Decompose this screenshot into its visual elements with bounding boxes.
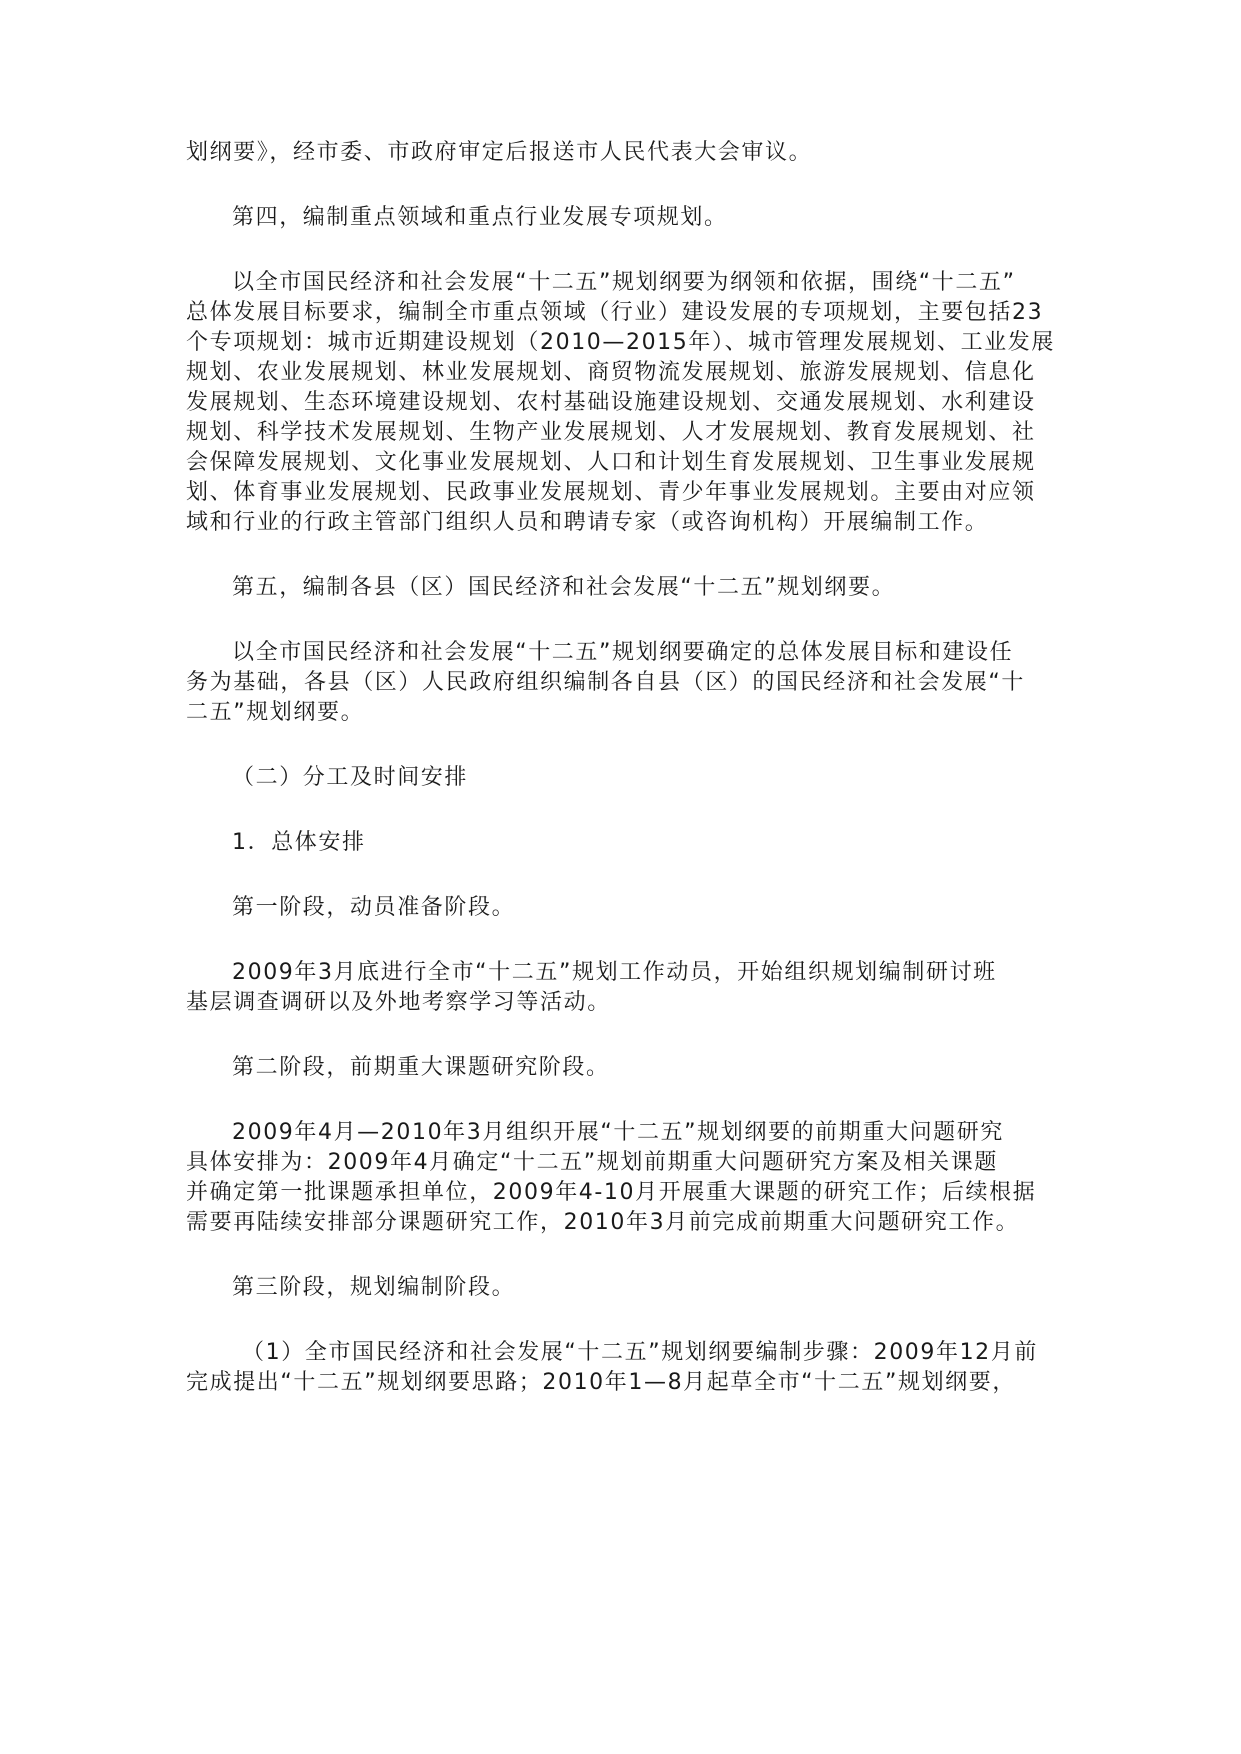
paragraph-line: （1）全市国民经济和社会发展“十二五”规划纲要编制步骤：2009年12月前 [242,1340,1038,1365]
paragraph-line: 具体安排为：2009年4月确定“十二五”规划前期重大问题研究方案及相关课题 [186,1150,998,1175]
section-heading: 第四，编制重点领域和重点行业发展专项规划。 [232,205,728,230]
paragraph-line: 二五”规划纲要。 [186,700,365,725]
section-heading: 第一阶段，动员准备阶段。 [232,895,516,920]
paragraph-line: 2009年4月—2010年3月组织开展“十二五”规划纲要的前期重大问题研究 [232,1120,1004,1145]
paragraph-line: 个专项规划：城市近期建设规划（2010—2015年）、城市管理发展规划、工业发展 [186,330,1055,355]
paragraph-line: 划纲要》，经市委、市政府审定后报送市人民代表大会审议。 [186,140,813,165]
paragraph-line: 发展规划、生态环境建设规划、农村基础设施建设规划、交通发展规划、水利建设 [186,390,1036,415]
paragraph-line: 务为基础，各县（区）人民政府组织编制各自县（区）的国民经济和社会发展“十 [186,670,1025,695]
paragraph-line: 划、体育事业发展规划、民政事业发展规划、青少年事业发展规划。主要由对应领 [186,480,1036,505]
section-heading: 第三阶段，规划编制阶段。 [232,1275,516,1300]
section-heading: 第二阶段，前期重大课题研究阶段。 [232,1055,610,1080]
paragraph-line: 会保障发展规划、文化事业发展规划、人口和计划生育发展规划、卫生事业发展规 [186,450,1036,475]
paragraph-line: 以全市国民经济和社会发展“十二五”规划纲要为纲领和依据，围绕“十二五” [232,270,1016,295]
paragraph-line: 规划、科学技术发展规划、生物产业发展规划、人才发展规划、教育发展规划、社 [186,420,1036,445]
paragraph-line: 总体发展目标要求，编制全市重点领域（行业）建设发展的专项规划，主要包括23 [186,300,1044,325]
paragraph-line: 以全市国民经济和社会发展“十二五”规划纲要确定的总体发展目标和建设任 [232,640,1014,665]
paragraph-line: 需要再陆续安排部分课题研究工作，2010年3月前完成前期重大问题研究工作。 [186,1210,1020,1235]
section-heading: 第五，编制各县（区）国民经济和社会发展“十二五”规划纲要。 [232,575,896,600]
paragraph-line: 完成提出“十二五”规划纲要思路；2010年1—8月起草全市“十二五”规划纲要， [186,1370,1016,1395]
section-heading: 1．总体安排 [232,830,366,855]
section-heading: （二）分工及时间安排 [232,765,469,790]
paragraph-line: 2009年3月底进行全市“十二五”规划工作动员，开始组织规划编制研讨班 [232,960,997,985]
paragraph-line: 规划、农业发展规划、林业发展规划、商贸物流发展规划、旅游发展规划、信息化 [186,360,1036,385]
paragraph-line: 并确定第一批课题承担单位，2009年4-10月开展重大课题的研究工作；后续根据 [186,1180,1037,1205]
paragraph-line: 域和行业的行政主管部门组织人员和聘请专家（或咨询机构）开展编制工作。 [186,510,989,535]
paragraph-line: 基层调查调研以及外地考察学习等活动。 [186,990,611,1015]
